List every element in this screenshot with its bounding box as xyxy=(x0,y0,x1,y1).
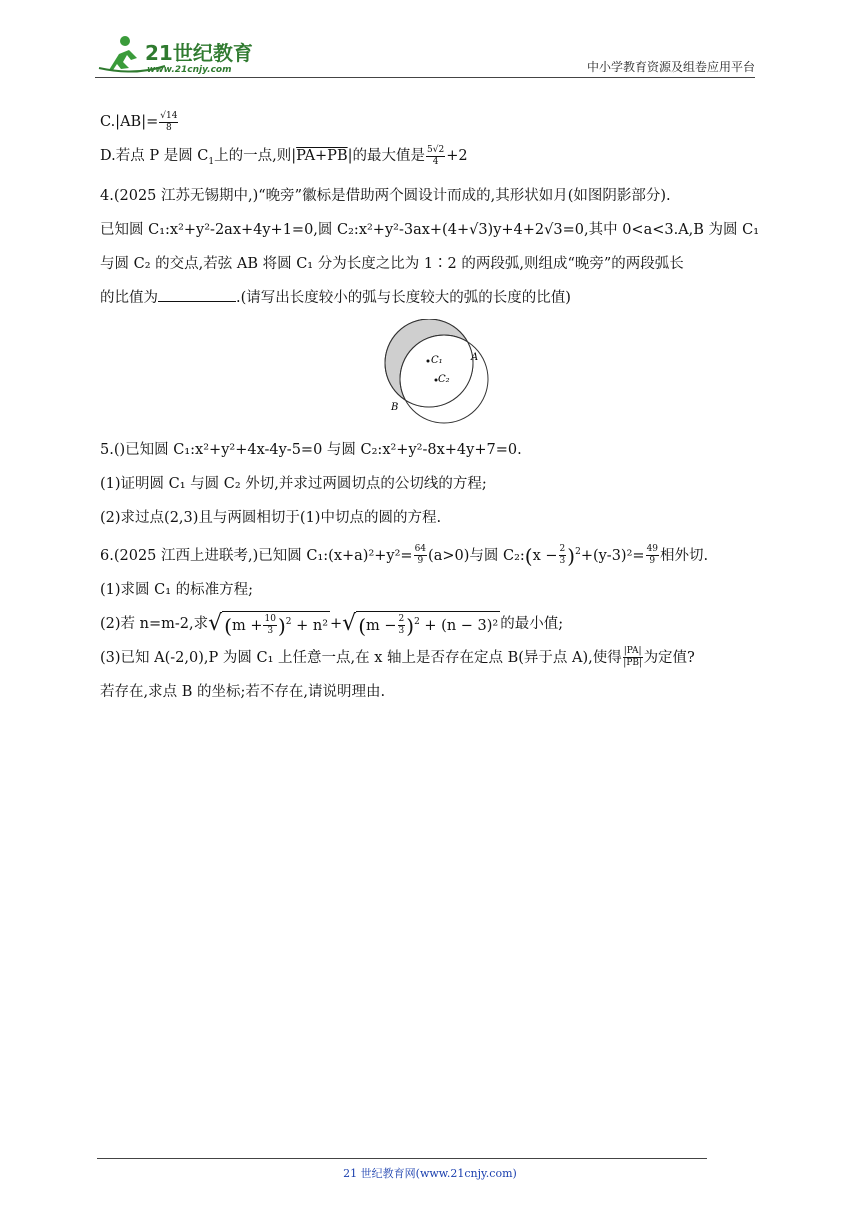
fraction: $\frac{2}{3}$ xyxy=(559,544,566,567)
sqrt-expression-1: (m + $\frac{10}{3}$ )$^2$ + n² xyxy=(222,611,330,637)
q4-line-3: 与圆 C₂ 的交点,若弦 AB 将圆 C₁ 分为长度之比为 1∶2 的两段弧,则组成“晚旁”的两段弧长 xyxy=(100,255,684,272)
q3-d-tail: +2 xyxy=(446,148,468,164)
q4-line-2: 已知圆 C₁:x²+y²-2ax+4y+1=0,圆 C₂:x²+y²-3ax+(4+√3)y+4+2√3=0,其中 0<a<3.A,B 为圆 C₁ xyxy=(100,221,760,238)
label-a: A xyxy=(471,351,479,363)
fraction: $\frac{√14}{8}$ xyxy=(160,110,178,133)
header-divider xyxy=(95,77,755,78)
question-content xyxy=(100,105,765,709)
q3-option-c xyxy=(100,105,765,139)
footer-divider xyxy=(97,1158,707,1159)
fraction: $\frac{64}{9}$ xyxy=(414,544,427,567)
q4-line-4-pre: 的比值为 xyxy=(100,289,158,306)
answer-blank xyxy=(158,287,236,302)
label-c1: C₁ xyxy=(431,354,443,366)
q6-line-2: (1)求圆 C₁ 的标准方程; xyxy=(100,581,254,598)
plus-sign: + xyxy=(330,615,343,632)
q3-option-d: D.若点 P 是圆 $C_1$上的一点,则|PA+PB|的最大值是 $\frac{5√2}{4}$ +2 xyxy=(100,144,468,167)
logo-text: 21世纪教育 xyxy=(145,41,253,65)
fraction: $\frac{49}{9}$ xyxy=(646,544,659,567)
q6-line-1-post: 相外切. xyxy=(660,547,709,564)
q6-line-1: 6.(2025 江西上进联考,)已知圆 C₁:(x+a)²+y²= $\frac{64}{9}$ (a>0)与圆 C₂:(x − $\frac{2}{3}$ )$^2$+(y-3)²= $\frac{49}{9}$ 相外切. xyxy=(100,543,709,568)
label-c2: C₂ xyxy=(438,373,450,385)
q3-d-mid: 上的一点,则| xyxy=(214,148,297,164)
q6-line-1-mid: (a>0)与圆 C₂: xyxy=(428,547,525,564)
q6-line-4 xyxy=(100,641,765,675)
q6-line-3-post: 的最小值; xyxy=(500,615,564,632)
q6-line-5: 若存在,求点 B 的坐标;若不存在,请说明理由. xyxy=(100,683,386,700)
q5-line-2: (1)证明圆 C₁ 与圆 C₂ 外切,并求过两圆切点的公切线的方程; xyxy=(100,475,487,492)
fraction: $\frac{5√2}{4}$ xyxy=(427,144,445,167)
footer-link[interactable]: 21 世纪教育网(www.21cnjy.com) xyxy=(343,1167,517,1180)
q6-paren-expr: x − xyxy=(532,547,558,564)
q4-line-4 xyxy=(100,281,765,315)
vector-sum: PA+PB xyxy=(296,148,348,164)
crescent-figure xyxy=(375,319,515,427)
q6-line-3: (2)若 n=m-2,求√ (m + $\frac{10}{3}$ )$^2$ + n² +√ (m − $\frac{2}{3}$ )$^2$ + (n − 3)² 的最小值; xyxy=(100,610,564,638)
platform-tagline: 中小学教育资源及组卷应用平台 xyxy=(586,60,755,74)
q6-line-3-pre: (2)若 n=m-2,求 xyxy=(100,615,209,632)
q4-line-4-post: .(请写出长度较小的弧与长度较大的弧的长度的比值) xyxy=(236,289,571,306)
site-logo xyxy=(95,32,265,76)
page-header xyxy=(95,32,755,78)
q5-line-1: 5.()已知圆 C₁:x²+y²+4x-4y-5=0 与圆 C₂:x²+y²-8x+4y+7=0. xyxy=(100,441,522,458)
q6-line-4-post: 为定值? xyxy=(643,649,695,666)
fraction: $\frac{|PA|}{|PB|}$ xyxy=(623,646,643,669)
q6-line-4-pre: (3)已知 A(-2,0),P 为圆 C₁ 上任意一点,在 x 轴上是否存在定点 B(异于点 A),使得 xyxy=(100,649,622,666)
q3-d-after: |的最大值是 xyxy=(347,148,425,164)
label-b: B xyxy=(391,401,399,413)
q4-line-1: 4.(2025 江苏无锡期中,)“晚旁”徽标是借助两个圆设计而成的,其形状如月(如图阴影部分). xyxy=(100,187,671,204)
sqrt-expression-2: (m − $\frac{2}{3}$ )$^2$ + (n − 3)² xyxy=(356,611,500,637)
q5-line-3: (2)求过点(2,3)且与两圆相切于(1)中切点的圆的方程. xyxy=(100,509,442,526)
q3-d-text: D.若点 P 是圆 C xyxy=(100,148,209,164)
q6-line-1-mid2: +(y-3)²= xyxy=(580,547,645,564)
q6-line-1-pre: 6.(2025 江西上进联考,)已知圆 C₁:(x+a)²+y²= xyxy=(100,547,413,564)
q3-c-text: C.|AB|= xyxy=(100,114,159,130)
logo-url: www.21cnjy.com xyxy=(147,65,232,75)
